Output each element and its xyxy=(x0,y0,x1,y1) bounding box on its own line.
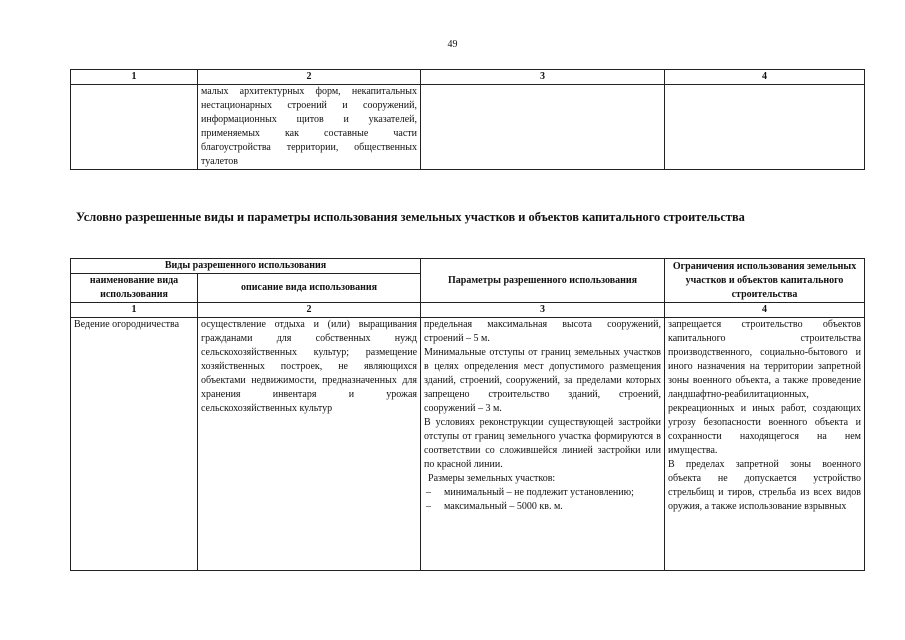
continuation-table xyxy=(70,69,865,170)
column-number: 4 xyxy=(665,70,865,85)
column-number: 2 xyxy=(198,70,421,85)
restriction-construction: запрещается строительство объектов капитального строительства производственного, социально-бытового и иного назначения на территории запретной зоны военного объекта, а также проведение ландшафтно-реабилитационных, xyxy=(668,319,862,400)
use-description: осуществление отдыха и (или) выращивания гражданами для собственных нужд сельскохозяйственных культур; размещение хозяйственных построек, не являющихся объектами недвижимости, предназначенных для хранения инвентаря и урожая сельскохозяйственных культур xyxy=(201,319,418,414)
table-cell xyxy=(665,85,865,170)
restriction-works: рекреационных и иных работ, создающих угрозу безопасности военного объекта и сохранности находящегося на нем имущества. xyxy=(668,403,862,456)
param-reconstruction: В условиях реконструкции существующей застройки отступы от границ земельного участка формируются в соответствии со сложившейся линией застройки или по красной линии. xyxy=(424,417,662,470)
use-description-cell xyxy=(198,318,421,571)
page-number: 49 xyxy=(447,39,458,50)
column-number: 3 xyxy=(421,70,665,85)
column-number: 1 xyxy=(71,70,198,85)
column-number: 3 xyxy=(421,303,665,318)
params-header: Параметры разрешенного использования xyxy=(421,259,665,303)
name-header: наименование вида использования xyxy=(71,274,198,303)
section-heading: Условно разрешенные виды и параметры использования земельных участков и объектов капитального строительства xyxy=(76,210,745,224)
parameters-content xyxy=(424,318,661,570)
use-name: Ведение огородничества xyxy=(74,319,180,330)
list-item: – минимальный – не подлежит установлению; xyxy=(424,486,661,500)
parameters-cell xyxy=(421,318,665,571)
table-row xyxy=(71,318,865,571)
restrictions-header: Ограничения использования земельных участков и объектов капитального строительства xyxy=(665,259,865,303)
param-setbacks: Минимальные отступы от границ земельных участков в целях определения мест допустимого размещения зданий, строений, сооружений, за пределами которых запрещено строительство зданий, строений, сооружений – 3 м. xyxy=(424,347,662,414)
header-row xyxy=(71,259,865,274)
description-header: описание вида использования xyxy=(198,274,421,303)
table-cell xyxy=(421,85,665,170)
param-height: предельная максимальная высота сооружений, строений – 5 м. xyxy=(424,319,662,344)
restriction-shooting: В пределах запретной зоны военного объекта не допускается устройство стрельбищ и тиров, стрельба из всех видов оружия, а также использование взрывных xyxy=(668,459,862,512)
column-number: 4 xyxy=(665,303,865,318)
use-name-cell xyxy=(71,318,198,571)
table-row xyxy=(71,85,865,170)
group-header: Виды разрешенного использования xyxy=(71,259,421,274)
description-cell: малых архитектурных форм, некапитальных нестационарных строений и сооружений, информационных щитов и указателей, применяемых как составные части благоустройства территории, общественных туалетов xyxy=(198,85,421,170)
conditional-use-table xyxy=(70,258,865,571)
table-cell xyxy=(71,85,198,170)
restrictions-cell xyxy=(665,318,865,571)
list-item: – максимальный – 5000 кв. м. xyxy=(424,500,661,514)
restrictions-content xyxy=(668,318,861,570)
param-plot-sizes: Размеры земельных участков: xyxy=(428,473,556,484)
column-number-row xyxy=(71,303,865,318)
plot-size-list xyxy=(424,486,661,514)
column-number: 2 xyxy=(198,303,421,318)
column-number: 1 xyxy=(71,303,198,318)
column-number-row xyxy=(71,70,865,85)
